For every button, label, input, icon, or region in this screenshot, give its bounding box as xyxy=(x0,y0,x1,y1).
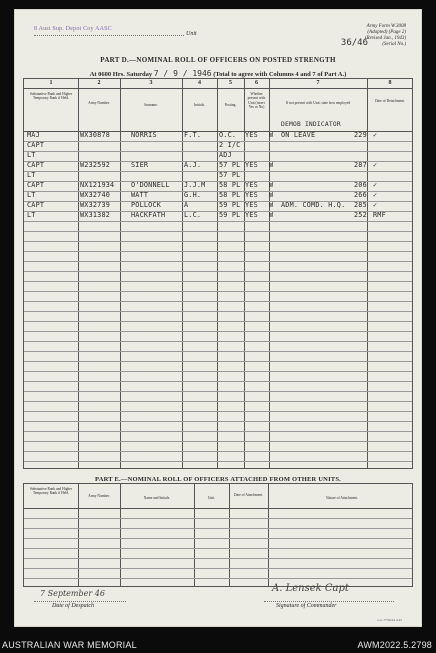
cell-surname: NORRIS xyxy=(131,131,157,139)
part-e-col-5-header: Date of Attachment. xyxy=(233,493,264,497)
cell-rank: LT xyxy=(27,151,36,159)
cell-present: YES xyxy=(245,191,258,199)
cell-surname: POLLOCK xyxy=(131,201,162,209)
form-id-line: (Revised Jan., 1943) xyxy=(364,36,406,41)
row-rule xyxy=(24,221,412,222)
col-5-header: Posting. xyxy=(224,103,237,107)
row-rule xyxy=(24,381,412,382)
col-2-number: 2 xyxy=(97,80,101,86)
commander-line xyxy=(264,601,394,602)
cell-tick: ✓ xyxy=(373,161,378,169)
cell-number: WX30878 xyxy=(80,131,111,139)
cell-number: W232592 xyxy=(80,161,111,169)
cell-w: W xyxy=(269,131,274,139)
row-rule xyxy=(24,421,412,422)
cell-present: YES xyxy=(245,211,258,219)
row-rule xyxy=(24,401,412,402)
serial-number: 36/46 xyxy=(340,38,368,48)
cell-surname: HACKFATH xyxy=(131,211,166,219)
col-6-header: Whether present with Unit (insert Yes or No) xyxy=(247,92,266,110)
cell-initials: J.J.M xyxy=(184,181,206,189)
row-rule xyxy=(24,391,412,392)
roll-date-suffix: (Total to agree with Columns 4 and 7 of Part A.) xyxy=(213,71,347,78)
cell-rank: CAPT xyxy=(27,141,45,149)
col-6-number: 6 xyxy=(255,80,258,86)
cell-rank: LT xyxy=(27,211,36,219)
cell-tick: ✓ xyxy=(373,181,378,189)
cell-present: YES xyxy=(245,201,258,209)
row-rule xyxy=(24,431,412,432)
cell-number: WX31382 xyxy=(80,211,111,219)
cell-tick: ✓ xyxy=(373,131,378,139)
cell-w: W xyxy=(269,211,274,219)
cell-indicator: 285 xyxy=(354,201,367,209)
col-4-header: Initials. xyxy=(194,103,205,107)
row-rule xyxy=(24,568,412,569)
despatch-line xyxy=(34,601,126,602)
cell-indicator: 287 xyxy=(354,161,367,169)
roll-date-value: 7 / 9 / 1946 xyxy=(153,69,212,78)
commander-label: Signature of Commander xyxy=(276,603,337,609)
form-page xyxy=(14,9,422,627)
print-note: s.w. 7734/44 4.45 xyxy=(377,618,402,622)
cell-posting: ADJ xyxy=(219,151,232,159)
cell-employment: ON LEAVE xyxy=(281,131,316,139)
cell-posting: 57 PL xyxy=(219,161,241,169)
form-id-line: (Adapted) (Page 2) xyxy=(367,30,406,35)
cell-surname: WATT xyxy=(131,191,149,199)
row-rule xyxy=(24,518,412,519)
cell-indicator: 206 xyxy=(354,181,367,189)
part-e-col-4-header: Unit. xyxy=(207,496,216,500)
unit-line xyxy=(34,35,184,36)
cell-employment: ADM. COMD. H.Q. xyxy=(281,201,346,209)
row-rule xyxy=(24,141,412,142)
cell-initials: L.C. xyxy=(184,211,202,219)
row-rule xyxy=(24,411,412,412)
commander-signature: A. Lensek Capt xyxy=(272,583,349,594)
cell-initials: A xyxy=(184,201,189,209)
cell-tick: ✓ xyxy=(373,191,378,199)
cell-indicator: 229 xyxy=(354,131,367,139)
cell-posting: 58 PL xyxy=(219,181,241,189)
row-rule xyxy=(24,321,412,322)
row-rule xyxy=(24,231,412,232)
cell-rank: LT xyxy=(27,171,36,179)
row-rule xyxy=(24,301,412,302)
cell-rank: CAPT xyxy=(27,161,45,169)
cell-number: WX32739 xyxy=(80,201,111,209)
col-7-header: If not present with Unit, state how employed xyxy=(285,101,351,105)
cell-number: NX121934 xyxy=(80,181,115,189)
row-rule xyxy=(24,538,412,539)
col-3-number: 3 xyxy=(149,80,153,86)
archive-id: AWM2022.5.2798 xyxy=(357,640,432,650)
row-rule xyxy=(24,271,412,272)
cell-present: YES xyxy=(245,131,258,139)
col-5-number: 5 xyxy=(229,80,232,86)
part-e-col-3-header: Name and Initials. xyxy=(143,496,171,500)
cell-present: YES xyxy=(245,161,258,169)
row-rule xyxy=(24,261,412,262)
cell-present: YES xyxy=(245,181,258,189)
part-e-title: PART E.—NOMINAL ROLL OF OFFICERS ATTACHED FROM OTHER UNITS. xyxy=(95,476,341,483)
despatch-label: Date of Despatch xyxy=(52,603,94,609)
row-rule xyxy=(24,451,412,452)
archive-name: AUSTRALIAN WAR MEMORIAL xyxy=(2,640,137,650)
row-rule xyxy=(24,371,412,372)
cell-posting: 2 I/C xyxy=(219,141,241,149)
row-rule xyxy=(24,341,412,342)
cell-tick: RMF xyxy=(373,211,386,219)
part-e-table xyxy=(23,483,413,587)
cell-w: W xyxy=(269,181,274,189)
cell-w: W xyxy=(269,201,274,209)
col-7-number: 7 xyxy=(316,80,320,86)
demob-indicator-header: DEMOB INDICATOR xyxy=(281,121,341,128)
col-3-header: Surname. xyxy=(144,103,158,107)
col-1-number: 1 xyxy=(49,80,53,86)
serial-label: (Serial No.) xyxy=(382,42,406,47)
col-4-number: 4 xyxy=(198,80,201,86)
row-rule xyxy=(24,558,412,559)
form-id-line: Army Form W.3008 xyxy=(366,24,406,29)
cell-indicator: 252 xyxy=(354,211,367,219)
cell-number: WX32740 xyxy=(80,191,111,199)
cell-posting: 59 PL xyxy=(219,201,241,209)
cell-posting: 57 PL xyxy=(219,171,241,179)
row-rule xyxy=(24,251,412,252)
cell-posting: O.C. xyxy=(219,131,237,139)
row-rule xyxy=(24,361,412,362)
row-rule xyxy=(24,241,412,242)
row-rule xyxy=(24,331,412,332)
cell-posting: 59 PL xyxy=(219,211,241,219)
part-e-col-6-header: Nature of Attachment. xyxy=(325,496,359,500)
row-rule xyxy=(24,151,412,152)
col-8-header: Date of Detachment. xyxy=(375,99,405,103)
cell-rank: MAJ xyxy=(27,131,40,139)
unit-stamp: 8 Aust Sup. Depot Coy AASC xyxy=(34,26,112,32)
row-rule xyxy=(24,351,412,352)
despatch-date-handwritten: 7 September 46 xyxy=(40,589,105,598)
part-e-col-2-header: Army Number. xyxy=(88,494,110,498)
col-1-header: Substantive Rank and Higher Temporary Rank if Held. xyxy=(29,92,73,101)
cell-posting: 58 PL xyxy=(219,191,241,199)
cell-indicator: 266 xyxy=(354,191,367,199)
row-rule xyxy=(24,461,412,462)
cell-surname: O'DONNELL xyxy=(131,181,170,189)
cell-initials: A.J. xyxy=(184,161,202,169)
row-rule xyxy=(24,528,412,529)
cell-initials: F.T. xyxy=(184,131,202,139)
col-2-header: Army Number. xyxy=(88,101,110,105)
roll-date-line xyxy=(14,69,422,78)
row-rule xyxy=(24,311,412,312)
row-rule xyxy=(24,281,412,282)
cell-surname: SIER xyxy=(131,161,149,169)
cell-rank: LT xyxy=(27,191,36,199)
cell-w: W xyxy=(269,191,274,199)
cell-tick: ✓ xyxy=(373,201,378,209)
cell-w: W xyxy=(269,161,274,169)
cell-rank: CAPT xyxy=(27,181,45,189)
part-e-col-1-header: Substantive Rank and Higher Temporary Rank if Held. xyxy=(29,487,73,496)
part-d-title: PART D.—NOMINAL ROLL OF OFFICERS ON POSTED STRENGTH xyxy=(100,56,336,64)
row-rule xyxy=(24,548,412,549)
roll-date-prefix: At 0600 Hrs. Saturday xyxy=(89,71,153,78)
row-rule xyxy=(24,578,412,579)
unit-label: Unit xyxy=(186,31,197,37)
row-rule xyxy=(24,291,412,292)
row-rule xyxy=(24,171,412,172)
col-8-number: 8 xyxy=(388,80,392,86)
cell-initials: G.H. xyxy=(184,191,202,199)
row-rule xyxy=(24,441,412,442)
cell-rank: CAPT xyxy=(27,201,45,209)
